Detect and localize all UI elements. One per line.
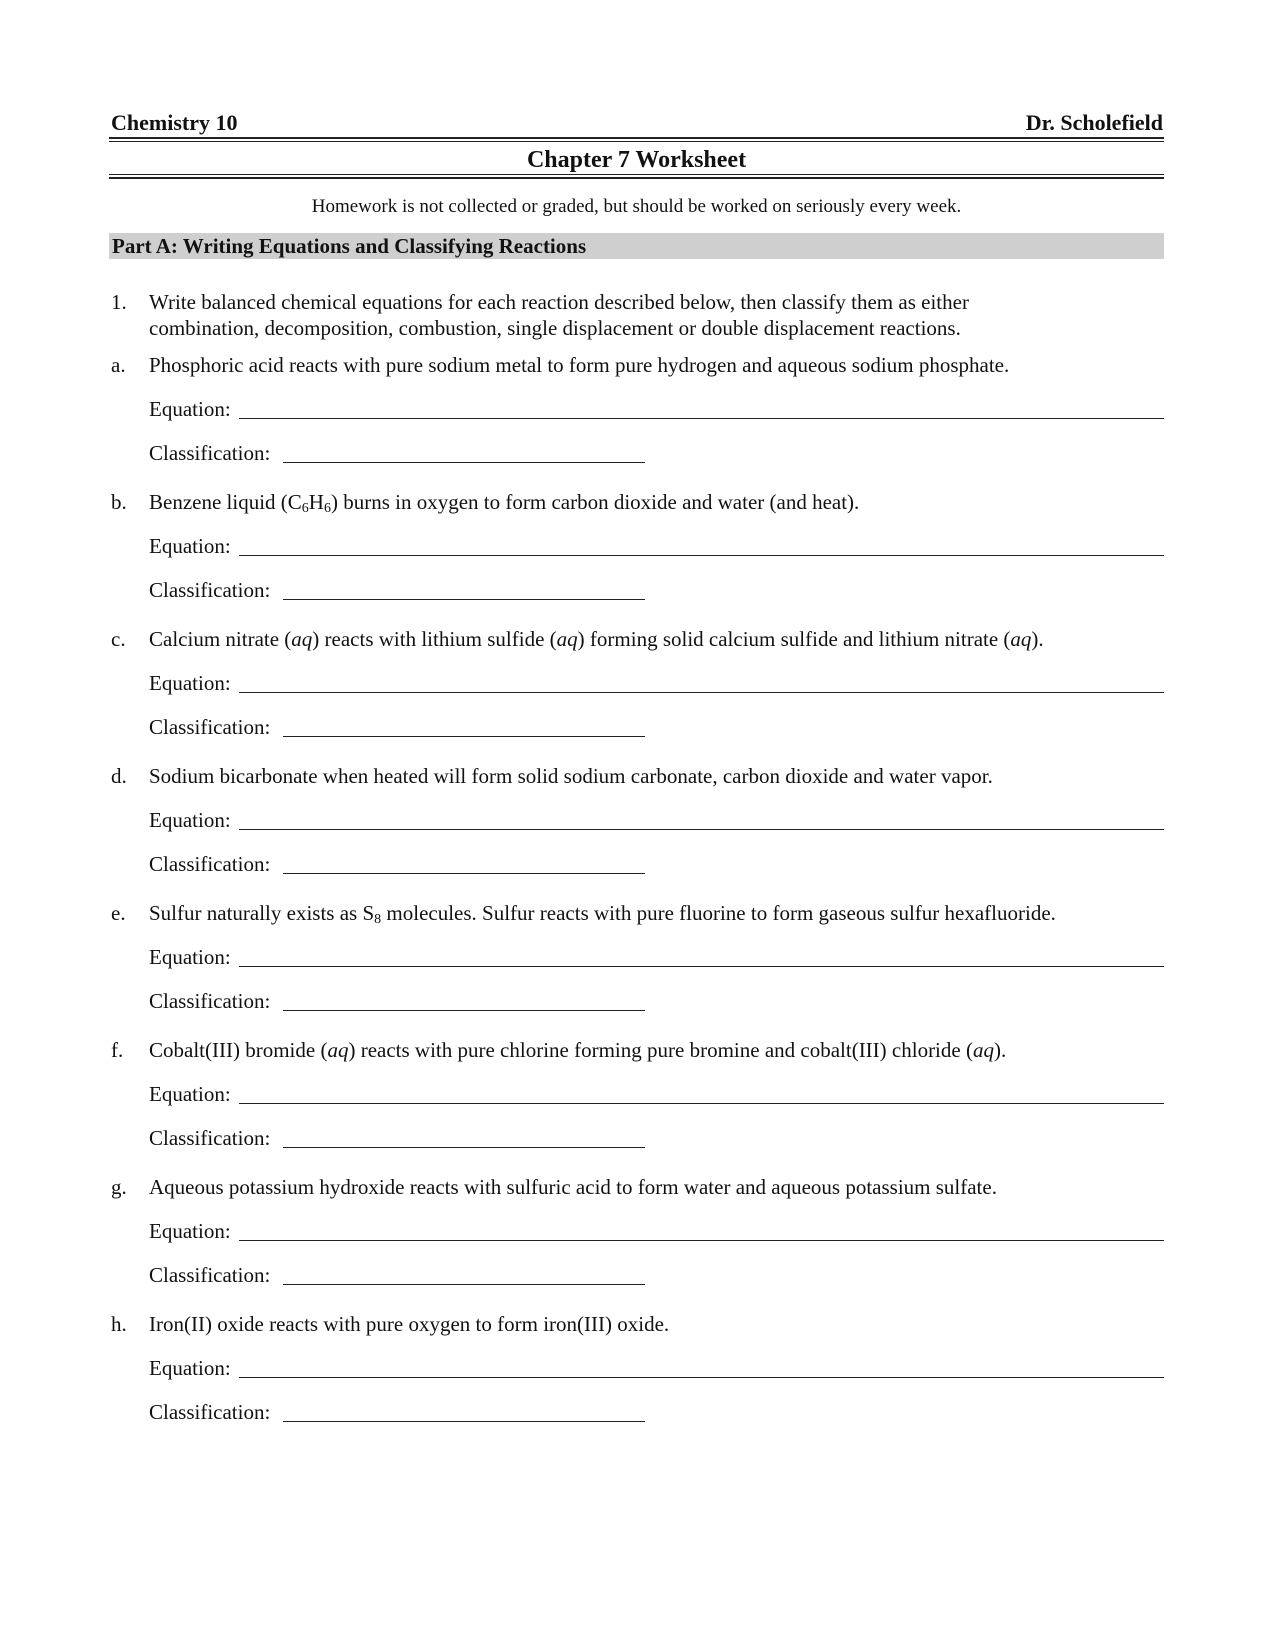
reaction-item — [111, 1037, 1171, 1167]
title-rule-bottom — [109, 177, 1164, 179]
item-letter: b. — [111, 490, 127, 514]
classification-answer-line[interactable] — [283, 1147, 645, 1148]
header-rule-top-thin — [109, 141, 1164, 142]
item-prompt: Sodium bicarbonate when heated will form solid sodium carbonate, carbon dioxide and water vapor. — [149, 764, 993, 788]
classification-label: Classification: — [149, 1400, 271, 1424]
equation-label: Equation: — [149, 1082, 231, 1106]
item-letter: h. — [111, 1312, 127, 1336]
equation-label: Equation: — [149, 671, 231, 695]
equation-label: Equation: — [149, 1219, 231, 1243]
equation-answer-line[interactable] — [239, 692, 1164, 693]
classification-answer-line[interactable] — [283, 1010, 645, 1011]
item-letter: e. — [111, 901, 126, 925]
classification-answer-line[interactable] — [283, 1284, 645, 1285]
item-letter: f. — [111, 1038, 124, 1062]
classification-label: Classification: — [149, 441, 271, 465]
equation-label: Equation: — [149, 397, 231, 421]
equation-label: Equation: — [149, 808, 231, 832]
header-rule-top — [109, 137, 1164, 139]
item-prompt: Sulfur naturally exists as $S_8$ molecules. Sulfur reacts with pure fluorine to form gaseous sulfur hexafluoride. — [149, 901, 1056, 927]
classification-label: Classification: — [149, 578, 271, 602]
equation-label: Equation: — [149, 945, 231, 969]
question-text: Write balanced chemical equations for each reaction described below, then classify them as either combination, decomposition, combustion, single displacement or double displacement reactions. — [149, 290, 969, 340]
reaction-item — [111, 763, 1171, 893]
reaction-item — [111, 489, 1171, 619]
equation-answer-line[interactable] — [239, 829, 1164, 830]
classification-label: Classification: — [149, 1126, 271, 1150]
classification-answer-line[interactable] — [283, 873, 645, 874]
item-letter: a. — [111, 353, 126, 377]
classification-answer-line[interactable] — [283, 1421, 645, 1422]
item-prompt: Benzene liquid $(C_6H_6)$ burns in oxygen to form carbon dioxide and water (and heat). — [149, 490, 860, 516]
equation-label: Equation: — [149, 1356, 231, 1380]
equation-label: Equation: — [149, 534, 231, 558]
item-letter: d. — [111, 764, 127, 788]
classification-answer-line[interactable] — [283, 462, 645, 463]
reaction-item — [111, 900, 1171, 1030]
course-name: Chemistry 10 — [111, 110, 238, 135]
item-prompt: Phosphoric acid reacts with pure sodium metal to form pure hydrogen and aqueous sodium phosphate. — [149, 353, 1010, 377]
reaction-item — [111, 1311, 1171, 1441]
question-number: 1. — [111, 290, 127, 314]
classification-answer-line[interactable] — [283, 599, 645, 600]
title-rule-thin — [109, 174, 1164, 175]
item-prompt: Cobalt(III) bromide (aq) reacts with pure chlorine forming pure bromine and cobalt(III) chloride (aq). — [149, 1038, 1007, 1062]
item-prompt: Calcium nitrate (aq) reacts with lithium sulfide (aq) forming solid calcium sulfide and lithium nitrate (aq). — [149, 627, 1044, 651]
classification-label: Classification: — [149, 989, 271, 1013]
item-prompt: Aqueous potassium hydroxide reacts with sulfuric acid to form water and aqueous potassium sulfate. — [149, 1175, 997, 1199]
equation-answer-line[interactable] — [239, 1103, 1164, 1104]
page-title: Chapter 7 Worksheet — [526, 147, 747, 173]
item-prompt: Iron(II) oxide reacts with pure oxygen to form iron(III) oxide. — [149, 1312, 670, 1336]
instructor-name: Dr. Scholefield — [1025, 110, 1163, 135]
homework-note: Homework is not collected or graded, but should be worked on seriously every week. — [311, 196, 962, 217]
item-letter: g. — [111, 1175, 127, 1199]
classification-label: Classification: — [149, 1263, 271, 1287]
classification-label: Classification: — [149, 715, 271, 739]
item-letter: c. — [111, 627, 126, 651]
reaction-item — [111, 352, 1171, 482]
reaction-item — [111, 1174, 1171, 1304]
equation-answer-line[interactable] — [239, 555, 1164, 556]
reaction-item — [111, 626, 1171, 756]
equation-answer-line[interactable] — [239, 1240, 1164, 1241]
classification-answer-line[interactable] — [283, 736, 645, 737]
equation-answer-line[interactable] — [239, 418, 1164, 419]
classification-label: Classification: — [149, 852, 271, 876]
part-a-heading: Part A: Writing Equations and Classifying Reactions — [109, 233, 1164, 259]
header-row — [111, 111, 1163, 135]
equation-answer-line[interactable] — [239, 1377, 1164, 1378]
equation-answer-line[interactable] — [239, 966, 1164, 967]
